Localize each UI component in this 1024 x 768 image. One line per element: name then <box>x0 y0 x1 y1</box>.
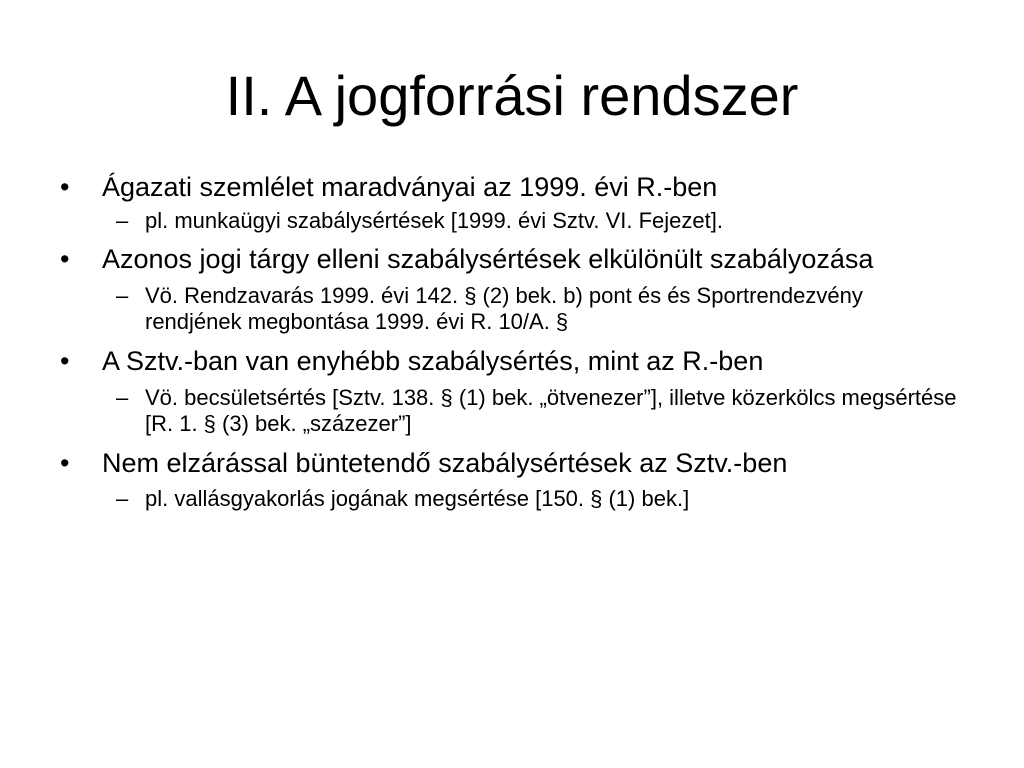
sub-bullet-item <box>60 208 960 234</box>
sub-bullet-marker: – <box>116 486 129 511</box>
bullet-text: Ágazati szemlélet maradványai az 1999. évi R.-ben <box>102 172 718 202</box>
sub-bullet-text: Vö. becsületsértés [Sztv. 138. § (1) bek. „ötvenezer”], illetve közerkölcs megsértése [R. 1. § (3) bek. „százezer”] <box>145 385 957 436</box>
sub-bullet-item <box>60 486 960 512</box>
sub-bullet-item <box>60 283 960 335</box>
sub-bullet-text: pl. vallásgyakorlás jogának megsértése [150. § (1) bek.] <box>145 486 690 511</box>
bullet-item <box>60 244 960 275</box>
bullet-marker: • <box>60 172 70 202</box>
bullet-item <box>60 448 960 479</box>
bullet-marker: • <box>60 244 70 274</box>
sub-bullet-item <box>60 385 960 437</box>
slide-title: II. A jogforrási rendszer <box>225 64 799 127</box>
sub-bullet-text: pl. munkaügyi szabálysértések [1999. évi Sztv. VI. Fejezet]. <box>145 208 723 233</box>
bullet-text: Azonos jogi tárgy elleni szabálysértések elkülönült szabályozása <box>102 244 874 274</box>
bullet-list <box>60 172 960 512</box>
bullet-marker: • <box>60 346 70 376</box>
bullet-item <box>60 346 960 377</box>
bullet-text: A Sztv.-ban van enyhébb szabálysértés, mint az R.-ben <box>102 346 764 376</box>
bullet-text: Nem elzárással büntetendő szabálysértések az Sztv.-ben <box>102 448 788 478</box>
sub-bullet-text: Vö. Rendzavarás 1999. évi 142. § (2) bek. b) pont és és Sportrendezvény rendjének megbontása 1999. évi R. 10/A. § <box>145 283 863 334</box>
bullet-item <box>60 172 960 203</box>
bullet-marker: • <box>60 448 70 478</box>
sub-bullet-marker: – <box>116 385 129 410</box>
sub-bullet-marker: – <box>116 208 129 233</box>
sub-bullet-marker: – <box>116 283 129 308</box>
